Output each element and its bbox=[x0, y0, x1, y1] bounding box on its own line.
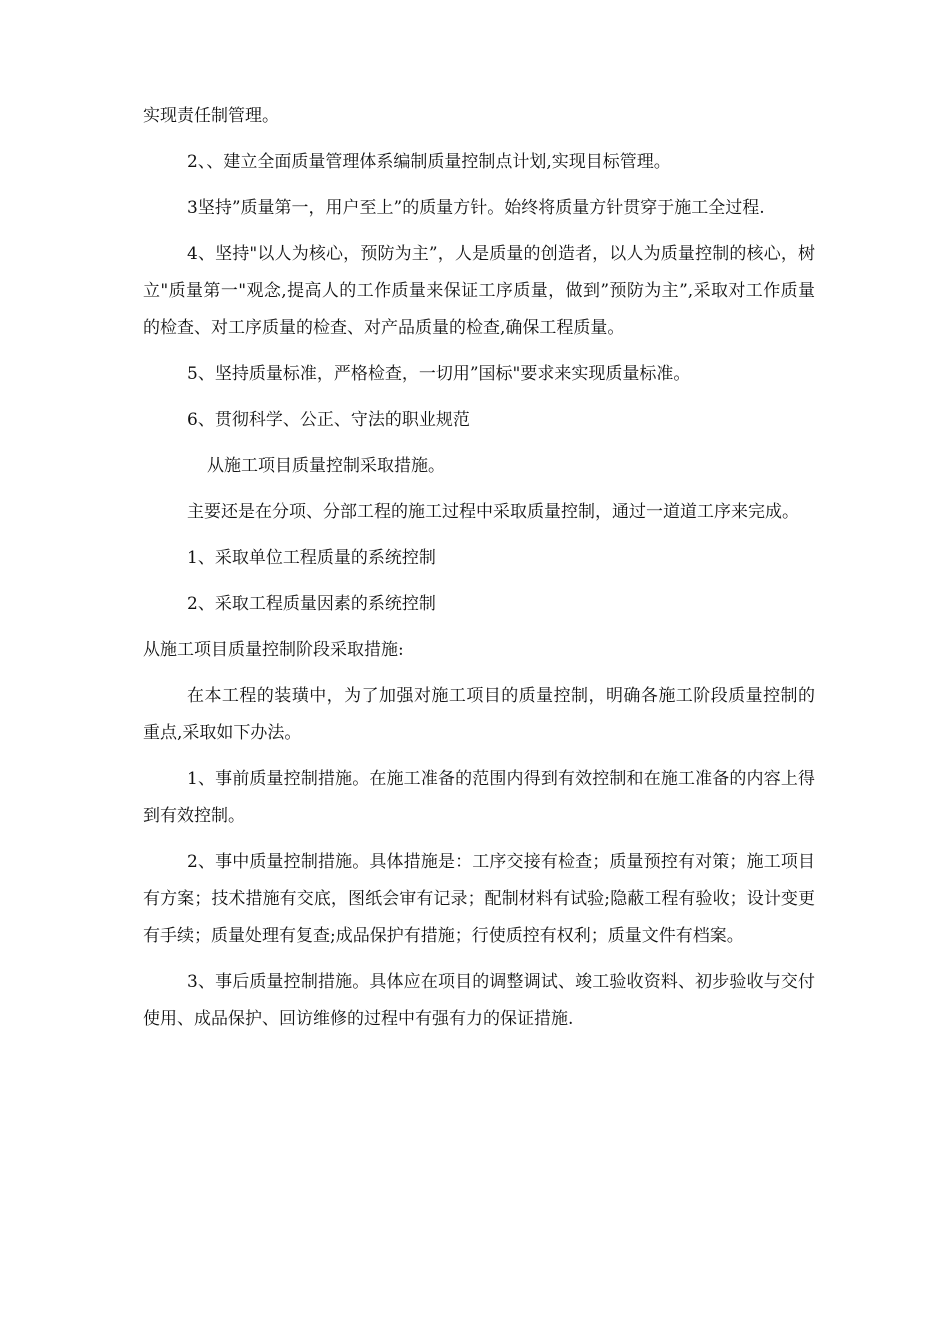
paragraph-15: 3、事后质量控制措施。具体应在项目的调整调试、竣工验收资料、初步验收与交付使用、成品保护、回访维修的过程中有强有力的保证措施. bbox=[143, 972, 815, 1029]
paragraph-10: 2、采取工程质量因素的系统控制 bbox=[187, 594, 436, 614]
document-body bbox=[143, 98, 815, 1047]
paragraph-5: 5、坚持质量标准，严格检查，一切用”国标"要求来实现质量标准。 bbox=[187, 364, 691, 384]
paragraph-8: 主要还是在分项、分部工程的施工过程中采取质量控制，通过一道道工序来完成。 bbox=[187, 502, 799, 522]
paragraph-7: 从施工项目质量控制采取措施。 bbox=[207, 456, 445, 476]
paragraph-14: 2、事中质量控制措施。具体措施是：工序交接有检查；质量预控有对策；施工项目有方案；技术措施有交底，图纸会审有记录；配制材料有试验;隐蔽工程有验收；设计变更有手续；质量处理有复查;成品保护有措施；行使质控有权利；质量文件有档案。 bbox=[143, 852, 815, 946]
paragraph-6: 6、贯彻科学、公正、守法的职业规范 bbox=[187, 410, 470, 430]
paragraph-4: 4、坚持"以人为核心，预防为主”，人是质量的创造者，以人为质量控制的核心，树立"质量第一"观念,提高人的工作质量来保证工序质量，做到”预防为主”,采取对工作质量的检查、对工序质量的检查、对产品质量的检查,确保工程质量。 bbox=[143, 244, 815, 338]
paragraph-12: 在本工程的装璜中，为了加强对施工项目的质量控制，明确各施工阶段质量控制的重点,采取如下办法。 bbox=[143, 686, 815, 743]
paragraph-3: 3坚持”质量第一，用户至上”的质量方针。始终将质量方针贯穿于施工全过程. bbox=[187, 198, 765, 218]
paragraph-2: 2、、建立全面质量管理体系编制质量控制点计划,实现目标管理。 bbox=[187, 152, 671, 172]
paragraph-9: 1、采取单位工程质量的系统控制 bbox=[187, 548, 436, 568]
paragraph-1: 实现责任制管理。 bbox=[143, 106, 279, 126]
paragraph-13: 1、事前质量控制措施。在施工准备的范围内得到有效控制和在施工准备的内容上得到有效控制。 bbox=[143, 769, 815, 826]
paragraph-11: 从施工项目质量控制阶段采取措施: bbox=[143, 640, 404, 660]
